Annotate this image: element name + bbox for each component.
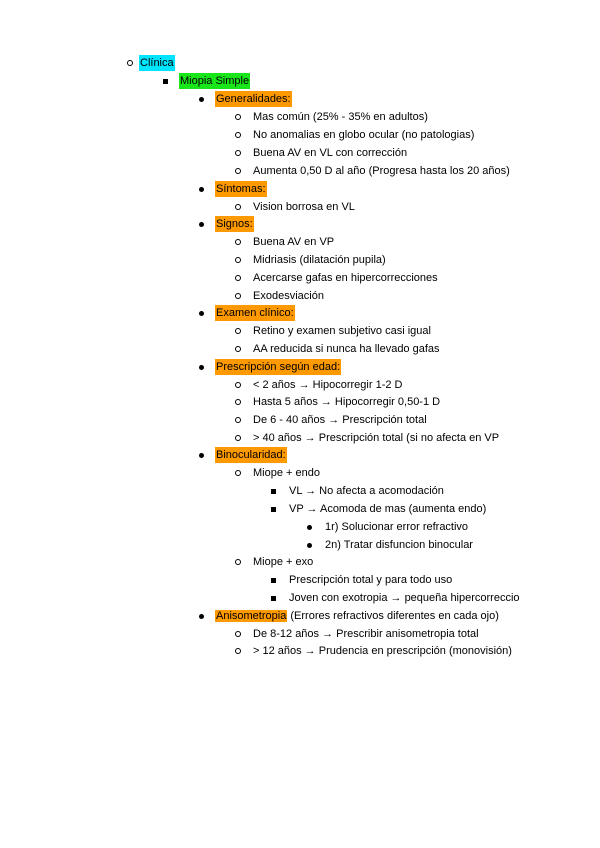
hollow-bullet-icon xyxy=(235,394,249,410)
item-text: De 6 - 40 años → Prescripción total xyxy=(253,414,427,426)
hollow-bullet-icon xyxy=(235,199,249,215)
solid-bullet-icon xyxy=(199,91,213,107)
hollow-bullet-icon xyxy=(235,412,249,428)
hollow-bullet-icon xyxy=(235,288,249,304)
item-text: Acercarse gafas en hipercorrecciones xyxy=(253,272,438,284)
item-text: < 2 años → Hipocorregir 1-2 D xyxy=(253,379,403,391)
square-bullet-icon xyxy=(271,590,285,606)
square-bullet-icon xyxy=(271,501,285,517)
solid-bullet-icon xyxy=(199,447,213,463)
item-text: > 12 años → Prudencia en prescripción (monovisión) xyxy=(253,645,512,657)
hollow-bullet-icon xyxy=(235,554,249,570)
item-text: Miope + endo xyxy=(253,467,320,479)
item-text: Vision borrosa en VL xyxy=(253,201,355,213)
hollow-bullet-icon xyxy=(235,643,249,659)
item-text: Mas común (25% - 35% en adultos) xyxy=(253,111,428,123)
hollow-bullet-icon xyxy=(235,234,249,250)
item-text: Hasta 5 años → Hipocorregir 0,50-1 D xyxy=(253,396,441,408)
hollow-bullet-icon xyxy=(235,377,249,393)
hollow-bullet-icon xyxy=(235,252,249,268)
item-text: Prescripción total y para todo uso xyxy=(289,574,453,586)
hollow-bullet-icon xyxy=(235,127,249,143)
anisometropia-line xyxy=(215,608,499,624)
hollow-bullet-icon xyxy=(235,109,249,125)
item-text: > 40 años → Prescripción total (si no afecta en VP xyxy=(253,432,500,444)
item-text: Buena AV en VP xyxy=(253,236,335,248)
item-text: Joven con exotropia → pequeña hipercorreccio xyxy=(289,592,520,604)
section-heading-miopia-simple: Miopia Simple xyxy=(180,75,250,87)
hollow-bullet-icon xyxy=(235,626,249,642)
heading-examen-clinico: Examen clínico: xyxy=(216,307,294,319)
item-text: 1r) Solucionar error refractivo xyxy=(325,521,469,533)
item-text: VP → Acomoda de mas (aumenta endo) xyxy=(289,503,487,515)
square-bullet-icon xyxy=(271,483,285,499)
heading-prescripcion: Prescripción según edad: xyxy=(216,361,341,373)
item-text: Midriasis (dilatación pupila) xyxy=(253,254,386,266)
item-text: Miope + exo xyxy=(253,556,314,568)
solid-bullet-icon xyxy=(199,608,213,624)
hollow-bullet-icon xyxy=(235,465,249,481)
item-text: No anomalias en globo ocular (no patologias) xyxy=(253,129,475,141)
item-text: Aumenta 0,50 D al año (Progresa hasta los 20 años) xyxy=(253,165,510,177)
hollow-bullet-icon xyxy=(235,341,249,357)
solid-bullet-icon xyxy=(199,181,213,197)
solid-bullet-icon xyxy=(199,305,213,321)
item-text: De 8-12 años → Prescribir anisometropia total xyxy=(253,628,479,640)
heading-signos: Signos: xyxy=(216,218,253,230)
solid-bullet-icon xyxy=(199,216,213,232)
heading-generalidades: Generalidades: xyxy=(216,93,291,105)
item-text: AA reducida si nunca ha llevado gafas xyxy=(253,343,440,355)
hollow-bullet-icon xyxy=(235,270,249,286)
heading-binocularidad: Binocularidad: xyxy=(216,449,286,461)
section-heading-clinica: Clínica xyxy=(140,57,174,69)
item-text: Buena AV en VL con corrección xyxy=(253,147,408,159)
square-bullet-icon xyxy=(271,572,285,588)
hollow-bullet-icon xyxy=(235,145,249,161)
solid-bullet-icon xyxy=(199,359,213,375)
anisometropia-note: (Errores refractivos diferentes en cada ojo) xyxy=(287,610,499,622)
item-text: VL → No afecta a acomodación xyxy=(289,485,444,497)
hollow-bullet-icon xyxy=(235,323,249,339)
solid-bullet-icon xyxy=(307,537,321,553)
item-text: Exodesviación xyxy=(253,290,324,302)
item-text: Retino y examen subjetivo casi igual xyxy=(253,325,431,337)
heading-sintomas: Síntomas: xyxy=(216,183,266,195)
solid-bullet-icon xyxy=(307,519,321,535)
square-bullet-icon xyxy=(163,73,177,89)
hollow-bullet-icon xyxy=(235,430,249,446)
heading-anisometropia: Anisometropia xyxy=(216,610,287,622)
item-text: 2n) Tratar disfuncion binocular xyxy=(325,539,473,551)
hollow-bullet-icon xyxy=(235,163,249,179)
